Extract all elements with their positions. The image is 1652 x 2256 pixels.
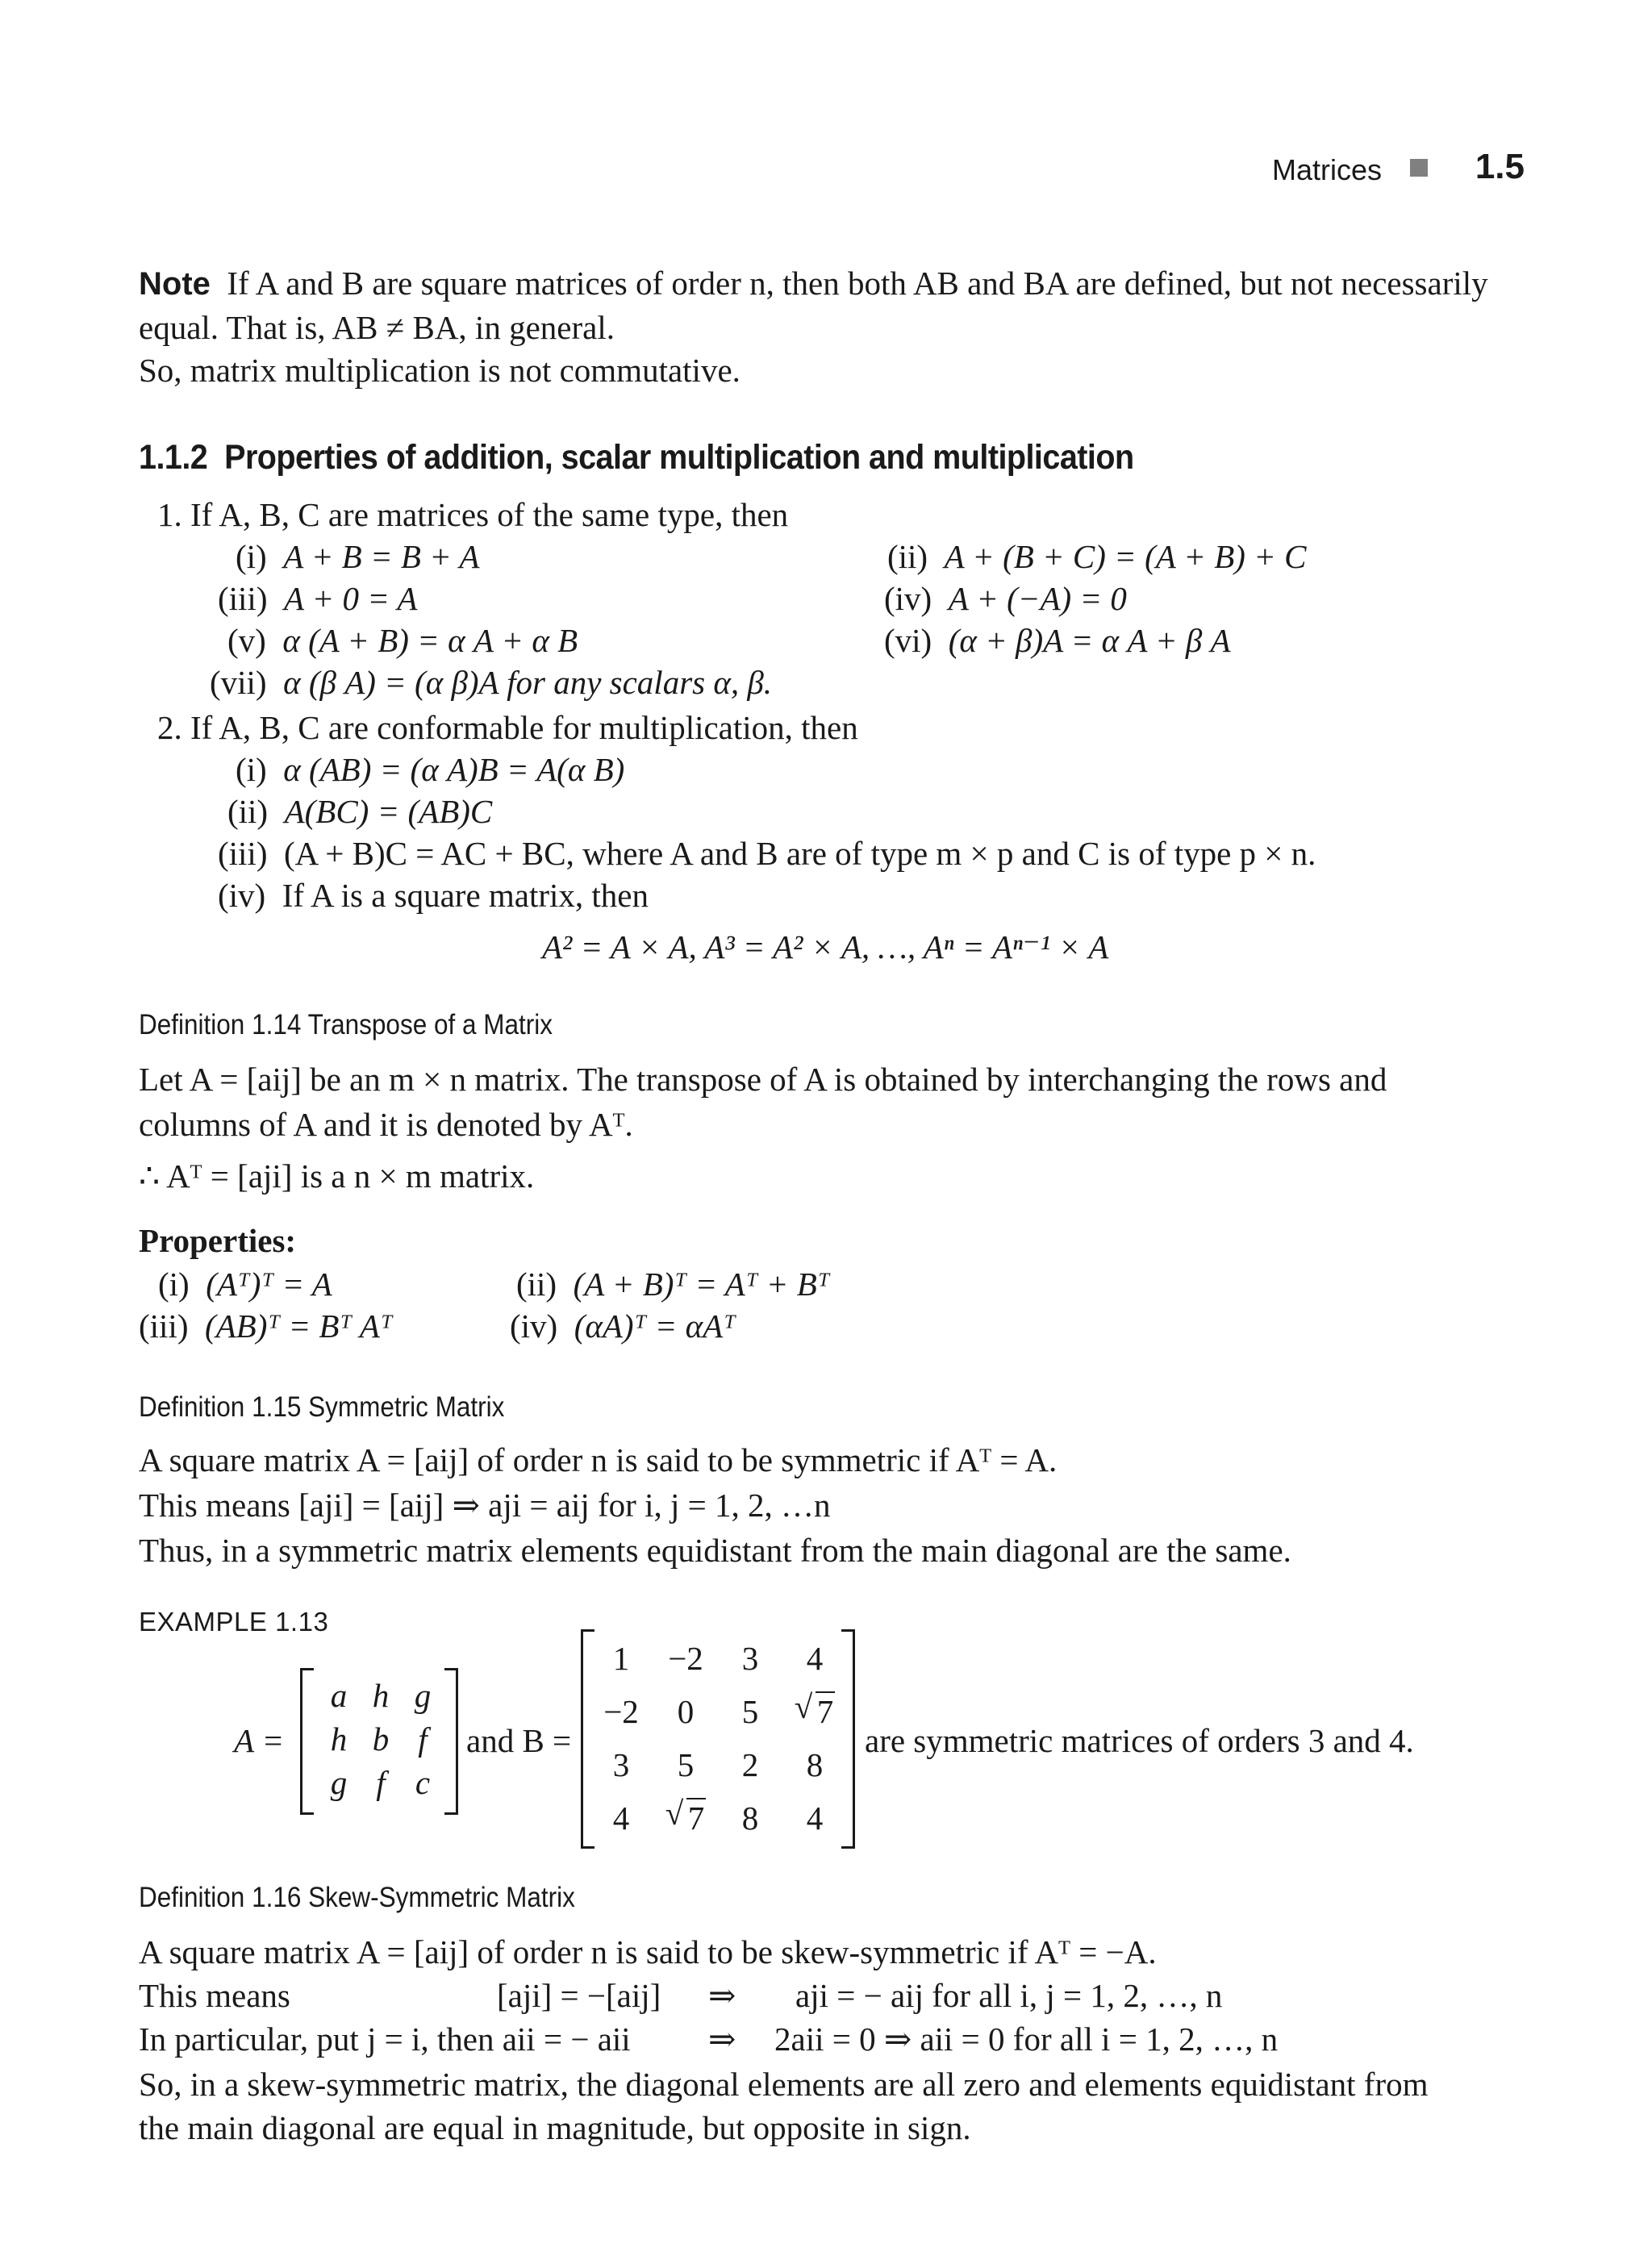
prop1-vii: (vii) α (β A) = (α β)A for any scalars α, β. bbox=[210, 664, 773, 701]
item2-intro: 2. If A, B, C are conformable for multiplication, then bbox=[157, 709, 858, 746]
prop1-iv: (iv) A + (−A) = 0 bbox=[884, 580, 1127, 617]
matrix-a-cell-1-3: g bbox=[414, 1677, 432, 1714]
section-title: Properties of addition, scalar multiplication and multiplication bbox=[224, 438, 1134, 477]
transpose-prop-iii: (iii) (AB)ᵀ = Bᵀ Aᵀ bbox=[139, 1307, 393, 1345]
transpose-prop-ii: (ii) (A + B)ᵀ = Aᵀ + Bᵀ bbox=[516, 1266, 830, 1303]
def16-line-1: A square matrix A = [aij] of order n is said to be skew-symmetric if Aᵀ = −A. bbox=[139, 1933, 1157, 1970]
section-heading bbox=[139, 436, 1134, 481]
matrix-a-cell-1-2: h bbox=[372, 1677, 390, 1714]
def16-line-3c: 2aii = 0 ⇒ aii = 0 for all i = 1, 2, …, n bbox=[774, 2020, 1279, 2058]
item1-intro: 1. If A, B, C are matrices of the same type, then bbox=[157, 496, 789, 533]
matrix-b-cell-4-1: 4 bbox=[612, 1799, 630, 1837]
def14-heading: Definition 1.14 Transpose of a Matrix bbox=[139, 1009, 553, 1040]
matrix-b-cell-3-1: 3 bbox=[612, 1746, 630, 1783]
matrix-b-label: and B = bbox=[466, 1722, 572, 1759]
prop1-ii: (ii) A + (B + C) = (A + B) + C bbox=[887, 538, 1307, 575]
matrix-a-label: A = bbox=[234, 1722, 285, 1759]
matrix-b-cell-4-2: √ 7 bbox=[665, 1795, 705, 1837]
section-number: 1.1.2 bbox=[139, 438, 208, 477]
matrix-a bbox=[300, 1668, 458, 1815]
matrix-a-cell-3-3: c bbox=[415, 1764, 431, 1801]
matrix-b-cell-2-1: −2 bbox=[603, 1693, 639, 1730]
matrix-b-cell-2-4: √ 7 bbox=[794, 1688, 834, 1730]
matrix-b-cell-3-2: 5 bbox=[677, 1746, 695, 1783]
matrix-b-cell-2-3: 5 bbox=[741, 1693, 759, 1730]
prop1-iii: (iii) A + 0 = A bbox=[218, 580, 418, 617]
prop2-i: (i) α (AB) = (α A)B = A(α B) bbox=[236, 751, 625, 788]
def14-line-3: ∴ Aᵀ = [aji] is a n × m matrix. bbox=[139, 1157, 535, 1195]
def16-line-3a: In particular, put j = i, then aii = − aii bbox=[139, 2020, 631, 2058]
def16-line-2a: This means bbox=[139, 1977, 290, 2014]
def16-line-2b: [aji] = −[aij] bbox=[497, 1977, 661, 2014]
note-line-3: So, matrix multiplication is not commutative. bbox=[139, 352, 740, 389]
prop2-ii: (ii) A(BC) = (AB)C bbox=[227, 793, 493, 830]
matrix-a-cell-2-3: f bbox=[418, 1720, 428, 1758]
note-line-1 bbox=[139, 262, 1488, 305]
def15-line-1: A square matrix A = [aij] of order n is said to be symmetric if Aᵀ = A. bbox=[139, 1441, 1058, 1478]
page-number: 1.5 bbox=[1475, 147, 1525, 186]
header-square-icon bbox=[1410, 159, 1428, 177]
properties-heading: Properties: bbox=[139, 1222, 297, 1259]
def16-heading: Definition 1.16 Skew-Symmetric Matrix bbox=[139, 1882, 575, 1913]
example-conclusion: are symmetric matrices of orders 3 and 4. bbox=[865, 1722, 1414, 1759]
transpose-prop-i: (i) (Aᵀ)ᵀ = A bbox=[158, 1266, 332, 1303]
note-label: Note bbox=[139, 266, 211, 302]
prop1-v: (v) α (A + B) = α A + α B bbox=[227, 622, 578, 659]
matrix-a-cell-3-2: f bbox=[376, 1764, 386, 1801]
powers-formula: A² = A × A, A³ = A² × A, …, Aⁿ = Aⁿ⁻¹ × A bbox=[542, 928, 1109, 965]
transpose-prop-iv: (iv) (αA)ᵀ = αAᵀ bbox=[510, 1307, 736, 1345]
matrix-b-cell-3-3: 2 bbox=[741, 1746, 759, 1783]
matrix-a-cell-2-2: b bbox=[372, 1720, 390, 1758]
def16-line-3b: ⇒ bbox=[708, 2020, 736, 2058]
def14-line-2: columns of A and it is denoted by Aᵀ. bbox=[139, 1106, 633, 1143]
matrix-b-cell-2-2: 0 bbox=[677, 1693, 695, 1730]
matrix-b-cell-1-1: 1 bbox=[612, 1640, 630, 1677]
def14-line-1: Let A = [aij] be an m × n matrix. The transpose of A is obtained by interchanging the rows and bbox=[139, 1061, 1387, 1098]
prop2-iv: (iv) If A is a square matrix, then bbox=[218, 877, 649, 914]
matrix-b-cell-4-4: 4 bbox=[806, 1799, 824, 1837]
example-heading: EXAMPLE 1.13 bbox=[139, 1607, 329, 1637]
note-line-2: equal. That is, AB ≠ BA, in general. bbox=[139, 309, 615, 346]
def15-line-3: Thus, in a symmetric matrix elements equidistant from the main diagonal are the same. bbox=[139, 1532, 1291, 1569]
matrix-b-cell-1-3: 3 bbox=[741, 1640, 759, 1677]
matrix-a-cell-3-1: g bbox=[330, 1764, 348, 1801]
prop1-vi: (vi) (α + β)A = α A + β A bbox=[884, 622, 1231, 659]
matrix-a-cell-1-1: a bbox=[330, 1677, 348, 1714]
matrix-b bbox=[581, 1629, 855, 1849]
def16-line-5: the main diagonal are equal in magnitude, but opposite in sign. bbox=[139, 2109, 971, 2146]
running-header-chapter: Matrices bbox=[1271, 153, 1382, 186]
def16-line-2c: ⇒ bbox=[708, 1977, 736, 2014]
matrix-b-cell-1-4: 4 bbox=[806, 1640, 824, 1677]
matrix-b-cell-4-3: 8 bbox=[741, 1799, 759, 1837]
def15-line-2: This means [aji] = [aij] ⇒ aji = aij for i, j = 1, 2, …n bbox=[139, 1487, 831, 1524]
def16-line-4: So, in a skew-symmetric matrix, the diagonal elements are all zero and elements equidistant from bbox=[139, 2066, 1429, 2103]
prop2-iii: (iii) (A + B)C = AC + BC, where A and B are of type m × p and C is of type p × n. bbox=[218, 835, 1316, 872]
note-text-1: If A and B are square matrices of order n, then both AB and BA are defined, but not necessarily bbox=[227, 265, 1488, 302]
def15-heading: Definition 1.15 Symmetric Matrix bbox=[139, 1391, 505, 1423]
matrix-a-cell-2-1: h bbox=[330, 1720, 348, 1758]
def16-line-2d: aji = − aij for all i, j = 1, 2, …, n bbox=[795, 1977, 1223, 2014]
matrix-b-cell-1-2: −2 bbox=[668, 1640, 703, 1677]
matrix-b-cell-3-4: 8 bbox=[806, 1746, 824, 1783]
prop1-i: (i) A + B = B + A bbox=[236, 538, 480, 575]
